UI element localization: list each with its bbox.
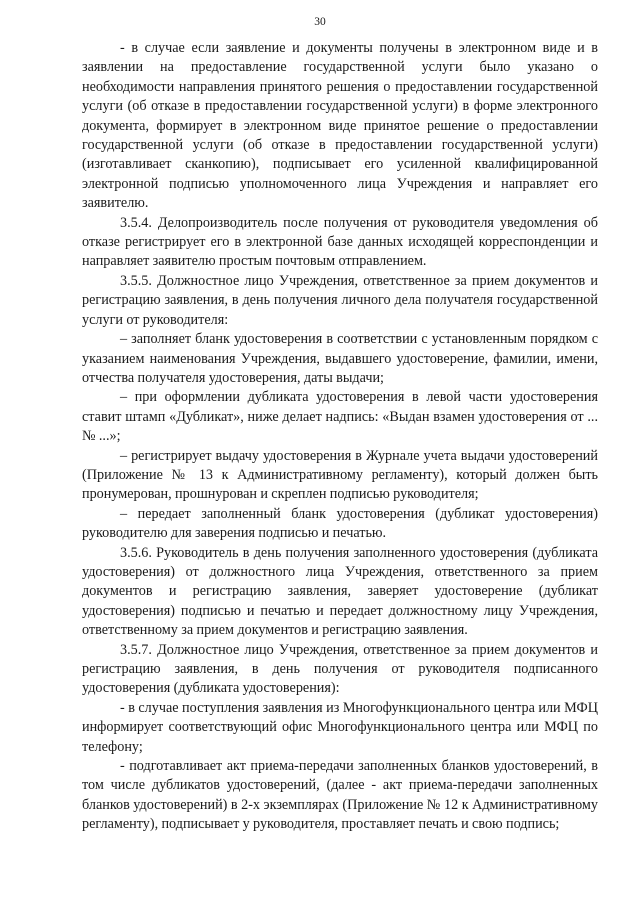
page-number: 30	[314, 16, 326, 28]
paragraph-electronic-decision: - в случае если заявление и документы получены в электронном виде и в заявлении на предоставление государственной услуги было указано о необходимости направления принятого решения о предоставлении государственной услуги (об отказе в предоставлении государственной услуги) в форме электронного документа, формирует в электронном виде принятое решение о предоставлении государственной услуги (об отказе в предоставлении государственной услуги) (изготавливает сканкопию), подписывает его усиленной квалифицированной электронной подписью уполномоченного лица Учреждения и направляет его заявителю.	[82, 40, 598, 212]
paragraph-3-5-7: 3.5.7. Должностное лицо Учреждения, ответственное за прием документов и регистрацию заявления, в день получения от руководителя подписанного удостоверения (дубликата удостоверения):	[82, 641, 598, 697]
paragraph-3-5-5: 3.5.5. Должностное лицо Учреждения, ответственное за прием документов и регистрацию заявления, в день получения личного дела получателя государственной услуги от руководителя:	[82, 272, 598, 328]
paragraph-3-5-4: 3.5.4. Делопроизводитель после получения от руководителя уведомления об отказе регистрирует его в электронной базе данных исходящей корреспонденции и направляет заявителю простым почтовым отправлением.	[82, 214, 598, 270]
list-item-transfer-act: - подготавливает акт приема-передачи заполненных бланков удостоверений, в том числе дубликатов удостоверений, (далее - акт приема-передачи заполненных бланков удостоверений) в 2-х экземплярах (Приложение № 12 к Административному регламенту), подписывает у руководителя, проставляет печать и свою подпись;	[82, 758, 598, 833]
list-item-duplicate-stamp: – при оформлении дубликата удостоверения в левой части удостоверения ставит штамп «Дубликат», ниже делает надпись: «Выдан взамен удостоверения от ... № ...»;	[82, 389, 598, 445]
list-item-mfc-inform: - в случае поступления заявления из Многофункционального центра или МФЦ информирует соответствующий офис Многофункционального центра или МФЦ по телефону;	[82, 699, 598, 755]
list-item-fill-form: – заполняет бланк удостоверения в соответствии с установленным порядком с указанием наименования Учреждения, выдавшего удостоверение, фамилии, имени, отчества получателя удостоверения, даты выдачи;	[82, 331, 598, 386]
paragraph-3-5-6: 3.5.6. Руководитель в день получения заполненного удостоверения (дубликата удостоверения) от должностного лица Учреждения, ответственного за прием документов и регистрацию заявления, заверяет удостоверение (дубликат удостоверения) подписью и печатью и передает должностному лицу Учреждения, ответственному за прием документов и регистрацию заявления.	[82, 544, 598, 639]
document-body	[82, 39, 598, 835]
list-item-pass-to-head: – передает заполненный бланк удостоверения (дубликат удостоверения) руководителю для заверения подписью и печатью.	[82, 505, 598, 542]
list-item-register-journal: – регистрирует выдачу удостоверения в Журнале учета выдачи удостоверений (Приложение № 13 к Административному регламенту), который должен быть пронумерован, прошнурован и скреплен подписью руководителя;	[82, 447, 598, 503]
